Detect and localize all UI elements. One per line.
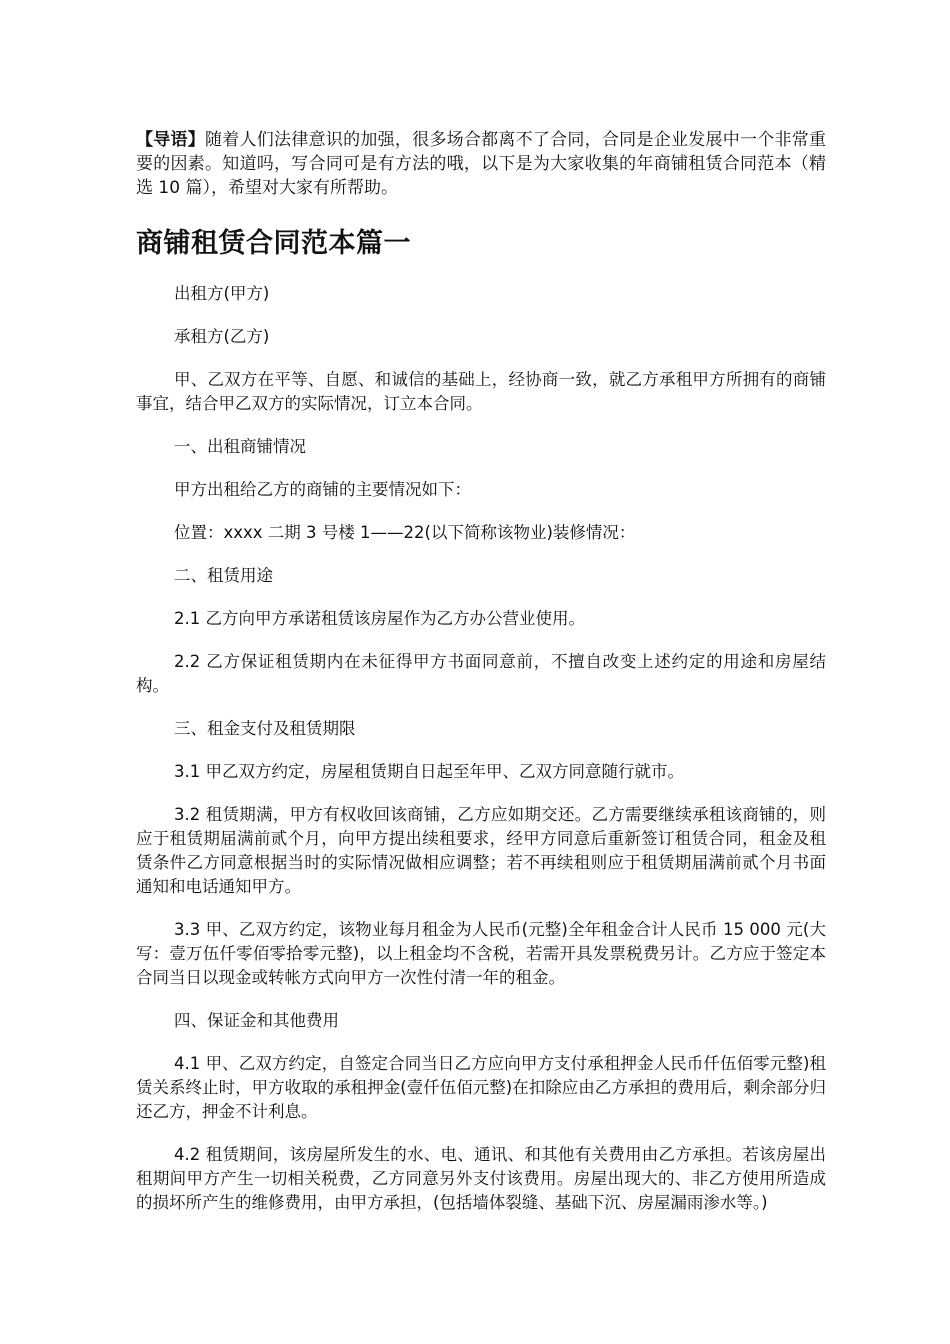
section-title-2: 二、租赁用途 — [174, 566, 273, 585]
paragraph-location: 位置：xxxx 二期 3 号楼 1——22(以下简称该物业)装修情况： — [174, 523, 636, 542]
section-heading: 商铺租赁合同范本篇一 — [136, 228, 411, 259]
clause-4-1: 4.1 甲、乙双方约定，自签定合同当日乙方应向甲方支付承租押金人民币仟伍佰零元整)租赁关系终止时，甲方收取的承租押金(壹仟伍佰元整)在扣除应由乙方承担的费用后，剩余部分归还乙方，押金不计利息。 — [136, 1054, 826, 1121]
intro-paragraph — [136, 128, 826, 200]
document-page — [136, 128, 826, 1234]
section-title-1: 一、出租商铺情况 — [174, 437, 306, 456]
section-title-3: 三、租金支付及租赁期限 — [174, 719, 356, 738]
paragraph-lessee: 承租方(乙方) — [174, 327, 270, 346]
clause-3-2: 3.2 租赁期满，甲方有权收回该商铺，乙方应如期交还。乙方需要继续承租该商铺的，则应于租赁期届满前贰个月，向甲方提出续租要求，经甲方同意后重新签订租赁合同，租金及租赁条件乙方同意根据当时的实际情况做相应调整；若不再续租则应于租赁期届满前贰个月书面通知和电话通知甲方。 — [136, 805, 826, 896]
clause-2-1: 2.1 乙方向甲方承诺租赁该房屋作为乙方办公营业使用。 — [174, 609, 585, 628]
paragraph-shop-info: 甲方出租给乙方的商铺的主要情况如下： — [174, 480, 471, 499]
intro-lead: 【导语】 — [136, 130, 206, 150]
clause-4-2: 4.2 租赁期间，该房屋所发生的水、电、通讯、和其他有关费用由乙方承担。若该房屋出租期间甲方产生一切相关税费，乙方同意另外支付该费用。房屋出现大的、非乙方使用所造成的损坏所产生的维修费用，由甲方承担，(包括墙体裂缝、基础下沉、房屋漏雨渗水等。) — [136, 1145, 826, 1212]
clause-3-1: 3.1 甲乙双方约定，房屋租赁期自日起至年甲、乙双方同意随行就市。 — [174, 762, 684, 781]
section-title-4: 四、保证金和其他费用 — [174, 1011, 339, 1030]
paragraph-lessor: 出租方(甲方) — [174, 284, 270, 303]
clause-3-3: 3.3 甲、乙双方约定，该物业每月租金为人民币(元整)全年租金合计人民币 15 000 元(大写：壹万伍仟零佰零拾零元整)，以上租金均不含税，若需开具发票税费另计。乙方应于签定本合同当日以现金或转帐方式向甲方一次性付清一年的租金。 — [136, 920, 826, 987]
intro-text: 随着人们法律意识的加强，很多场合都离不了合同，合同是企业发展中一个非常重要的因素。知道吗，写合同可是有方法的哦，以下是为大家收集的年商铺租赁合同范本（精选 10 篇），希望对大家有所帮助。 — [136, 130, 827, 198]
clause-2-2: 2.2 乙方保证租赁期内在未征得甲方书面同意前，不擅自改变上述约定的用途和房屋结构。 — [136, 652, 826, 695]
paragraph-preamble: 甲、乙双方在平等、自愿、和诚信的基础上，经协商一致，就乙方承租甲方所拥有的商铺事宜，结合甲乙双方的实际情况，订立本合同。 — [136, 370, 826, 413]
